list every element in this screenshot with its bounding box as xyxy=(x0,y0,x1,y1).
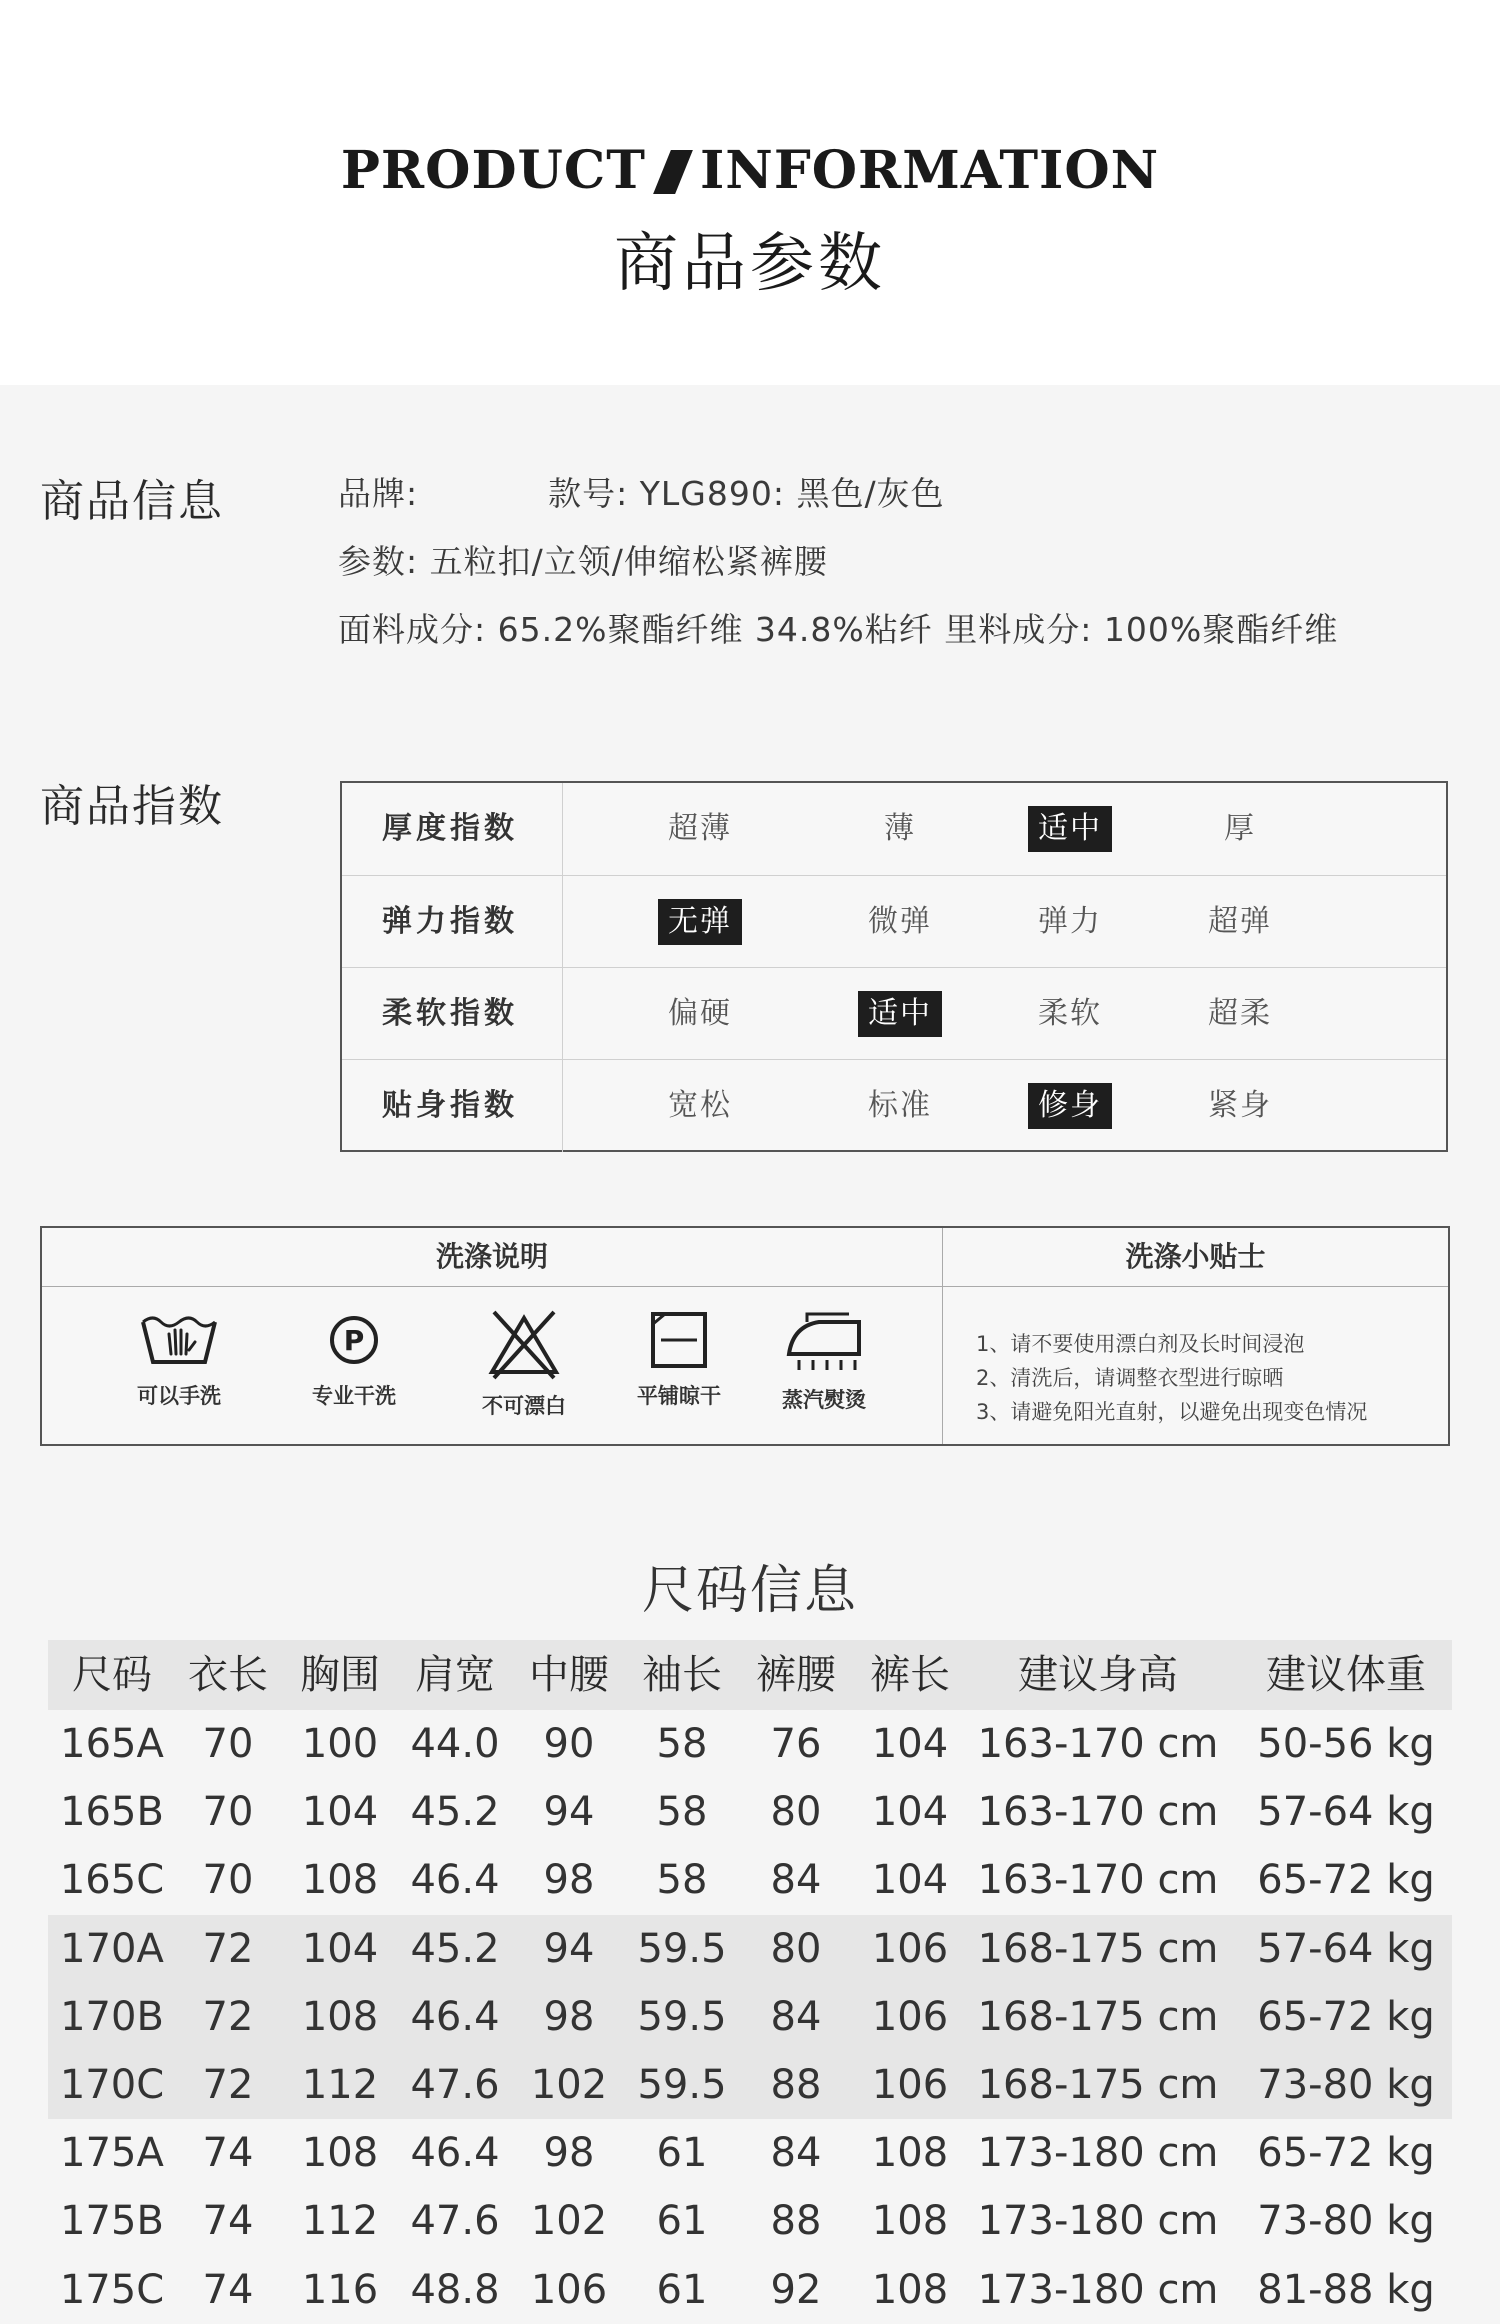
size-header-cell: 裤长 xyxy=(870,1652,950,1698)
size-cell: 112 xyxy=(301,2062,379,2108)
size-cell: 48.8 xyxy=(410,2266,500,2313)
size-cell: 163-170 cm xyxy=(977,1721,1219,1767)
size-cell: 88 xyxy=(770,2062,822,2108)
size-cell: 80 xyxy=(770,1789,822,1836)
size-cell: 46.4 xyxy=(410,1857,500,1904)
size-cell: 170C xyxy=(59,2062,165,2108)
size-cell: 61 xyxy=(656,2266,708,2313)
svg-text:P: P xyxy=(343,1324,365,1357)
size-cell: 163-170 cm xyxy=(977,1857,1219,1904)
steam-iron-icon xyxy=(779,1310,869,1374)
size-cell: 70 xyxy=(202,1721,254,1767)
size-row xyxy=(48,1983,1452,2051)
size-cell: 165B xyxy=(60,1789,164,1836)
index-row xyxy=(342,875,1446,968)
size-cell: 94 xyxy=(543,1789,595,1836)
index-option-selected: 无弹 xyxy=(658,899,742,945)
size-cell: 175C xyxy=(59,2266,165,2313)
wash-item-flatdry xyxy=(599,1310,759,1410)
size-cell: 76 xyxy=(770,1721,822,1767)
size-cell: 92 xyxy=(770,2266,822,2313)
tips-title: 洗涤小贴士 xyxy=(1125,1240,1266,1273)
index-section-label: 商品指数 xyxy=(40,781,224,832)
hero-header xyxy=(0,0,1500,385)
index-option: 弹力 xyxy=(1038,904,1102,939)
size-cell: 108 xyxy=(871,2266,949,2313)
size-cell: 104 xyxy=(871,1857,949,1904)
hand-wash-icon xyxy=(139,1310,219,1370)
no-bleach-icon xyxy=(484,1310,564,1380)
size-cell: 106 xyxy=(530,2266,608,2313)
info-params: 参数: 五粒扣/立领/伸缩松紧裤腰 xyxy=(338,542,828,581)
size-cell: 165A xyxy=(60,1721,164,1767)
index-option: 宽松 xyxy=(668,1088,732,1123)
flat-dry-icon xyxy=(639,1310,719,1370)
size-cell: 58 xyxy=(656,1789,708,1836)
size-cell: 65-72 kg xyxy=(1257,1857,1435,1904)
size-cell: 45.2 xyxy=(410,1925,500,1972)
size-cell: 58 xyxy=(656,1857,708,1904)
wash-item-steam xyxy=(744,1310,904,1414)
size-cell: 44.0 xyxy=(410,1721,500,1767)
size-header-cell: 衣长 xyxy=(188,1652,268,1698)
size-cell: 173-180 cm xyxy=(977,2266,1219,2313)
size-cell: 170B xyxy=(60,1993,164,2040)
wash-label-nobleach: 不可漂白 xyxy=(482,1394,566,1418)
size-header-row xyxy=(48,1640,1452,1710)
size-cell: 46.4 xyxy=(410,2130,500,2177)
size-cell: 58 xyxy=(656,1721,708,1767)
index-option: 薄 xyxy=(884,811,916,846)
size-cell: 74 xyxy=(202,2266,254,2313)
title-en-left: PRODUCT xyxy=(340,140,646,201)
size-cell: 84 xyxy=(770,2130,822,2177)
size-cell: 84 xyxy=(770,1857,822,1904)
index-row-label: 弹力指数 xyxy=(382,904,518,939)
size-row xyxy=(48,1846,1452,1914)
size-cell: 59.5 xyxy=(637,1993,727,2040)
size-row xyxy=(48,2187,1452,2255)
size-cell: 74 xyxy=(202,2198,254,2245)
index-row-label: 柔软指数 xyxy=(382,996,518,1031)
size-cell: 61 xyxy=(656,2198,708,2245)
size-cell: 106 xyxy=(871,2062,949,2108)
size-cell: 72 xyxy=(202,2062,254,2108)
size-cell: 80 xyxy=(770,1925,822,1972)
index-table xyxy=(340,781,1448,1152)
size-cell: 65-72 kg xyxy=(1257,1993,1435,2040)
size-header-cell: 袖长 xyxy=(642,1652,722,1698)
size-cell: 108 xyxy=(301,1993,379,2040)
size-cell: 59.5 xyxy=(637,2062,727,2108)
index-option: 偏硬 xyxy=(668,996,732,1031)
info-fabric: 面料成分: 65.2%聚酯纤维 34.8%粘纤 里料成分: 100%聚酯纤维 xyxy=(338,610,1339,649)
size-cell: 90 xyxy=(543,1721,595,1767)
size-header-cell: 尺码 xyxy=(72,1652,152,1698)
washing-panel xyxy=(40,1226,1450,1446)
size-cell: 57-64 kg xyxy=(1257,1789,1435,1836)
slash-icon xyxy=(653,150,693,194)
size-header-cell: 建议体重 xyxy=(1266,1652,1426,1698)
size-row xyxy=(48,1778,1452,1846)
size-cell: 112 xyxy=(301,2198,379,2245)
size-cell: 175B xyxy=(60,2198,164,2245)
index-option: 柔软 xyxy=(1038,996,1102,1031)
index-row xyxy=(342,783,1446,875)
info-section-label: 商品信息 xyxy=(40,476,224,527)
size-header-cell: 肩宽 xyxy=(415,1652,495,1698)
index-option-selected: 适中 xyxy=(858,991,942,1037)
size-cell: 165C xyxy=(59,1857,165,1904)
size-cell: 81-88 kg xyxy=(1257,2266,1435,2313)
wash-label-dryclean: 专业干洗 xyxy=(312,1384,396,1408)
size-cell: 108 xyxy=(871,2198,949,2245)
size-header-cell: 建议身高 xyxy=(1018,1652,1178,1698)
size-cell: 175A xyxy=(60,2130,164,2177)
wash-label-hand: 可以手洗 xyxy=(137,1384,221,1408)
size-header-cell: 裤腰 xyxy=(756,1652,836,1698)
size-cell: 61 xyxy=(656,2130,708,2177)
size-row xyxy=(48,2119,1452,2187)
size-row xyxy=(48,2256,1452,2324)
index-option: 超弹 xyxy=(1208,904,1272,939)
size-header-cell: 胸围 xyxy=(300,1652,380,1698)
size-cell: 102 xyxy=(530,2198,608,2245)
brand-label: 品牌: xyxy=(338,474,419,513)
size-cell: 70 xyxy=(202,1789,254,1836)
size-cell: 108 xyxy=(871,2130,949,2177)
wash-label-flatdry: 平铺晾干 xyxy=(637,1384,721,1408)
size-cell: 106 xyxy=(871,1925,949,1972)
size-cell: 102 xyxy=(530,2062,608,2108)
size-cell: 73-80 kg xyxy=(1257,2062,1435,2108)
size-cell: 98 xyxy=(543,1857,595,1904)
size-cell: 84 xyxy=(770,1993,822,2040)
index-row xyxy=(342,967,1446,1060)
size-cell: 57-64 kg xyxy=(1257,1925,1435,1972)
wash-label-steam: 蒸汽熨烫 xyxy=(782,1388,866,1412)
info-brand-model xyxy=(338,468,945,515)
size-section-title: 尺码信息 xyxy=(641,1561,858,1621)
index-row-label: 贴身指数 xyxy=(382,1088,518,1123)
index-option: 紧身 xyxy=(1208,1088,1272,1123)
size-cell: 173-180 cm xyxy=(977,2130,1219,2177)
size-cell: 106 xyxy=(871,1993,949,2040)
index-option: 超薄 xyxy=(668,811,732,846)
size-row xyxy=(48,2051,1452,2119)
size-cell: 46.4 xyxy=(410,1993,500,2040)
size-cell: 88 xyxy=(770,2198,822,2245)
size-cell: 104 xyxy=(871,1789,949,1836)
index-option: 超柔 xyxy=(1208,996,1272,1031)
wash-item-dryclean xyxy=(274,1310,434,1410)
size-cell: 74 xyxy=(202,2130,254,2177)
title-en-right: INFORMATION xyxy=(699,140,1160,201)
index-option: 微弹 xyxy=(868,904,932,939)
size-cell: 170A xyxy=(60,1925,164,1972)
index-option: 厚 xyxy=(1224,811,1256,846)
size-cell: 108 xyxy=(301,2130,379,2177)
wash-item-nobleach xyxy=(444,1310,604,1420)
tip-3: 3、请避免阳光直射，以避免出现变色情况 xyxy=(976,1400,1368,1424)
size-cell: 163-170 cm xyxy=(977,1789,1219,1836)
size-cell: 100 xyxy=(301,1721,379,1767)
dry-clean-icon xyxy=(314,1310,394,1370)
size-cell: 98 xyxy=(543,2130,595,2177)
size-cell: 94 xyxy=(543,1925,595,1972)
size-cell: 173-180 cm xyxy=(977,2198,1219,2245)
index-option-selected: 适中 xyxy=(1028,806,1112,852)
index-option-selected: 修身 xyxy=(1028,1083,1112,1129)
page-title-en xyxy=(0,140,1500,201)
tip-1: 1、请不要使用漂白剂及长时间浸泡 xyxy=(976,1332,1305,1356)
size-cell: 168-175 cm xyxy=(977,1925,1219,1972)
size-cell: 70 xyxy=(202,1857,254,1904)
size-cell: 98 xyxy=(543,1993,595,2040)
index-option: 标准 xyxy=(868,1088,932,1123)
index-row xyxy=(342,1059,1446,1152)
model-text: 款号: YLG890: 黑色/灰色 xyxy=(548,474,945,513)
size-cell: 72 xyxy=(202,1925,254,1972)
wash-item-hand xyxy=(99,1310,259,1410)
size-row xyxy=(48,1915,1452,1983)
page-title-cn: 商品参数 xyxy=(614,227,886,301)
size-cell: 104 xyxy=(301,1789,379,1836)
size-cell: 116 xyxy=(301,2266,379,2313)
size-cell: 50-56 kg xyxy=(1257,1721,1435,1767)
tip-2: 2、清洗后，请调整衣型进行晾晒 xyxy=(976,1366,1284,1390)
size-cell: 47.6 xyxy=(410,2062,500,2108)
size-cell: 47.6 xyxy=(410,2198,500,2245)
size-cell: 45.2 xyxy=(410,1789,500,1836)
size-cell: 59.5 xyxy=(637,1925,727,1972)
washing-title: 洗涤说明 xyxy=(435,1240,548,1273)
size-header-cell: 中腰 xyxy=(529,1652,609,1698)
size-cell: 104 xyxy=(301,1925,379,1972)
size-cell: 73-80 kg xyxy=(1257,2198,1435,2245)
size-cell: 65-72 kg xyxy=(1257,2130,1435,2177)
size-cell: 108 xyxy=(301,1857,379,1904)
size-cell: 168-175 cm xyxy=(977,2062,1219,2108)
index-row-label: 厚度指数 xyxy=(382,811,518,846)
size-row xyxy=(48,1710,1452,1778)
size-cell: 168-175 cm xyxy=(977,1993,1219,2040)
size-cell: 104 xyxy=(871,1721,949,1767)
size-cell: 72 xyxy=(202,1993,254,2040)
